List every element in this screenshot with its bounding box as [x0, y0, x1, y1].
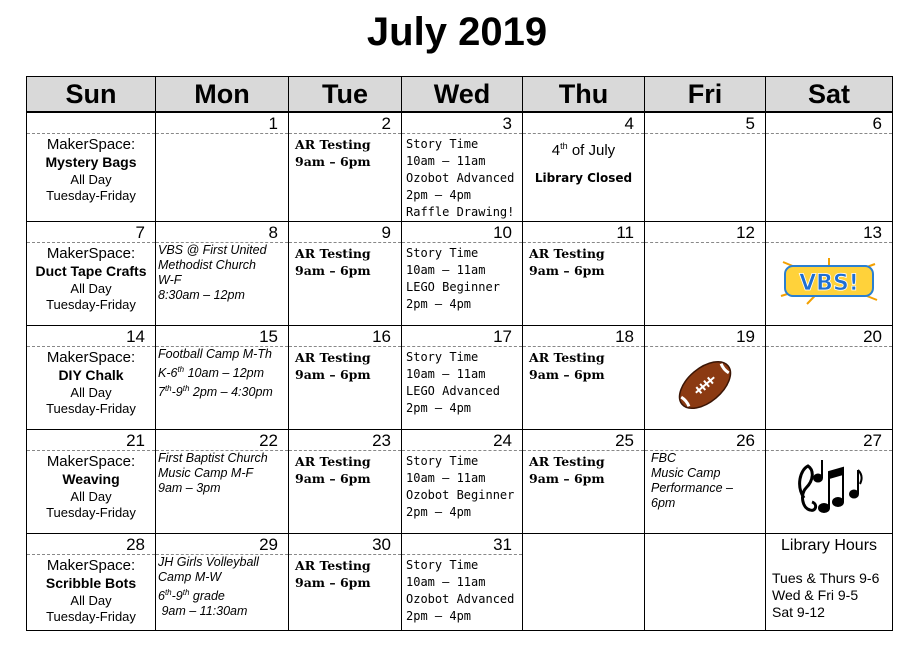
- event-time: 10am – 11am: [406, 471, 486, 485]
- day-cell: [402, 430, 523, 534]
- date-number: 15: [156, 326, 288, 347]
- date-number: 11: [523, 222, 644, 243]
- date-number: [27, 113, 155, 134]
- day-cell: [402, 326, 523, 430]
- date-number: 26: [645, 430, 765, 451]
- football-icon: [645, 355, 765, 415]
- day-cell: [289, 534, 402, 631]
- event-note: Raffle Drawing!: [406, 205, 515, 219]
- day-cell: [645, 430, 766, 534]
- event-title: AR Testing: [295, 137, 371, 152]
- event-line: 9am – 11:30am: [158, 604, 248, 619]
- date-number: 27: [766, 430, 892, 451]
- event-time: 9am – 6pm: [295, 263, 371, 278]
- weekday-thu: Thu: [523, 77, 645, 113]
- event-line: Music Camp M-F: [158, 466, 254, 480]
- weekday-mon: Mon: [156, 77, 289, 113]
- event-time: 10am – 11am: [406, 575, 486, 589]
- day-cell: [156, 222, 289, 326]
- day-cell: [766, 222, 893, 326]
- event-time: 10am – 11am: [406, 154, 486, 168]
- weekday-sat: Sat: [766, 77, 893, 113]
- week-row-2: [27, 222, 893, 326]
- day-cell: [27, 112, 156, 222]
- day-cell: [402, 222, 523, 326]
- makerspace-days: Tuesday-Friday: [46, 297, 136, 312]
- day-cell: [523, 112, 645, 222]
- day-cell: [523, 326, 645, 430]
- makerspace-label: MakerSpace:: [46, 245, 136, 262]
- day-cell: [27, 534, 156, 631]
- makerspace-title: Scribble Bots: [45, 575, 137, 591]
- date-number: 3: [402, 113, 522, 134]
- day-cell: [289, 326, 402, 430]
- date-number: 1: [156, 113, 288, 134]
- day-cell: [156, 430, 289, 534]
- makerspace-days: Tuesday-Friday: [46, 505, 136, 520]
- event-line: 8:30am – 12pm: [158, 288, 245, 302]
- event-title: AR Testing: [295, 558, 371, 573]
- date-number: 13: [766, 222, 892, 243]
- event-line: First Baptist Church: [158, 451, 268, 465]
- page-title: July 2019: [366, 10, 548, 54]
- event-time: 2pm – 4pm: [406, 609, 472, 623]
- date-number: 22: [156, 430, 288, 451]
- day-cell: [27, 222, 156, 326]
- event-title: AR Testing: [295, 350, 371, 365]
- event-title: Story Time: [406, 246, 479, 260]
- event-time: 10am – 11am: [406, 367, 486, 381]
- date-number: 16: [289, 326, 401, 347]
- makerspace-title: Mystery Bags: [45, 154, 137, 170]
- event-line: FBC: [651, 451, 676, 465]
- week-row-5: [27, 534, 893, 631]
- day-cell: [27, 326, 156, 430]
- calendar-grid: [26, 76, 893, 631]
- makerspace-all-day: All Day: [70, 172, 112, 187]
- day-cell: [523, 534, 645, 631]
- day-cell: [645, 222, 766, 326]
- event-time: 9am – 6pm: [295, 575, 371, 590]
- week-row-4: [27, 430, 893, 534]
- event-time: 9am – 6pm: [295, 154, 371, 169]
- event-title: Story Time: [406, 454, 479, 468]
- event-title: AR Testing: [295, 454, 371, 469]
- event-line: 9am – 3pm: [158, 481, 221, 495]
- day-cell: [289, 222, 402, 326]
- makerspace-title: Weaving: [62, 471, 120, 487]
- day-cell: [523, 430, 645, 534]
- event-line: JH Girls Volleyball: [158, 555, 259, 569]
- event-title: Story Time: [406, 137, 479, 151]
- date-number: 28: [27, 534, 155, 555]
- day-cell: [645, 112, 766, 222]
- date-number: 12: [645, 222, 765, 243]
- week-row-3: [27, 326, 893, 430]
- library-hours-title: Library Hours: [780, 537, 878, 554]
- day-cell: [156, 534, 289, 631]
- date-number: 6: [766, 113, 892, 134]
- date-number: 20: [766, 326, 892, 347]
- makerspace-label: MakerSpace:: [46, 136, 136, 153]
- makerspace-days: Tuesday-Friday: [46, 609, 136, 624]
- day-cell: [156, 326, 289, 430]
- makerspace-label: MakerSpace:: [46, 557, 136, 574]
- event-time: 2pm – 4pm: [406, 188, 472, 202]
- date-number: 19: [645, 326, 765, 347]
- day-cell: [156, 112, 289, 222]
- event-line: Methodist Church: [158, 258, 256, 272]
- day-cell: [27, 430, 156, 534]
- event-line: 6pm: [651, 496, 676, 510]
- hours-line: Tues & Thurs 9-6: [772, 570, 880, 586]
- event-title: AR Testing: [529, 454, 605, 469]
- weekday-fri: Fri: [645, 77, 766, 113]
- closed-notice: Library Closed: [534, 171, 633, 185]
- makerspace-all-day: All Day: [70, 489, 112, 504]
- event-time: 2pm – 4pm: [406, 505, 472, 519]
- event-title: Ozobot Beginner: [406, 488, 515, 502]
- date-number: 14: [27, 326, 155, 347]
- makerspace-all-day: All Day: [70, 593, 112, 608]
- day-cell: [645, 326, 766, 430]
- date-number: 21: [27, 430, 155, 451]
- date-number: 7: [27, 222, 155, 243]
- event-time: 9am – 6pm: [529, 471, 605, 486]
- date-number: 31: [402, 534, 522, 555]
- day-cell: [523, 222, 645, 326]
- day-cell: [766, 326, 893, 430]
- event-line: Performance –: [651, 481, 733, 495]
- day-cell: [766, 430, 893, 534]
- makerspace-label: MakerSpace:: [46, 453, 136, 470]
- event-title: LEGO Beginner: [406, 280, 500, 294]
- event-time: 2pm – 4pm: [406, 297, 472, 311]
- event-time: 9am – 6pm: [529, 263, 605, 278]
- date-number: 25: [523, 430, 644, 451]
- day-cell: [645, 534, 766, 631]
- date-number: 5: [645, 113, 765, 134]
- makerspace-days: Tuesday-Friday: [46, 401, 136, 416]
- date-number: 18: [523, 326, 644, 347]
- weekday-tue: Tue: [289, 77, 402, 113]
- day-cell: [402, 534, 523, 631]
- vbs-logo-icon: [766, 251, 892, 311]
- date-number: 17: [402, 326, 522, 347]
- event-line: VBS @ First United: [158, 243, 267, 257]
- event-time: 10am – 11am: [406, 263, 486, 277]
- weekday-wed: Wed: [402, 77, 523, 113]
- event-line: Camp M-W: [158, 570, 222, 584]
- event-line: Music Camp: [651, 466, 721, 480]
- event-line: Football Camp M-Th: [158, 347, 272, 361]
- day-cell: [766, 112, 893, 222]
- event-title: LEGO Advanced: [406, 384, 500, 398]
- date-number: 2: [289, 113, 401, 134]
- event-line: K-6th 10am – 12pm: [158, 365, 265, 381]
- hours-line: Sat 9-12: [772, 604, 825, 620]
- date-number: 8: [156, 222, 288, 243]
- music-notes-icon: [766, 459, 892, 519]
- day-cell: [289, 430, 402, 534]
- library-hours-cell: [766, 534, 893, 631]
- date-number: 29: [156, 534, 288, 555]
- makerspace-title: DIY Chalk: [58, 367, 124, 383]
- event-title: AR Testing: [529, 350, 605, 365]
- date-number: 4: [523, 113, 644, 134]
- event-time: 9am – 6pm: [295, 367, 371, 382]
- event-title: Story Time: [406, 558, 479, 572]
- makerspace-days: Tuesday-Friday: [46, 188, 136, 203]
- makerspace-label: MakerSpace:: [46, 349, 136, 366]
- makerspace-all-day: All Day: [70, 385, 112, 400]
- day-cell: [289, 112, 402, 222]
- event-line: 7th-9th 2pm – 4:30pm: [158, 384, 273, 400]
- weekday-sun: Sun: [27, 77, 156, 113]
- event-title: Story Time: [406, 350, 479, 364]
- date-number: 30: [289, 534, 401, 555]
- vbs-badge-text: VBS!: [799, 271, 859, 296]
- event-title: Ozobot Advanced: [406, 592, 515, 606]
- date-number: 24: [402, 430, 522, 451]
- event-time: 2pm – 4pm: [406, 401, 472, 415]
- weekday-header-row: [27, 77, 893, 113]
- date-number: 9: [289, 222, 401, 243]
- makerspace-all-day: All Day: [70, 281, 112, 296]
- event-line: 6th-9th grade: [158, 588, 225, 604]
- date-number: 23: [289, 430, 401, 451]
- event-time: 9am – 6pm: [529, 367, 605, 382]
- event-title: Ozobot Advanced: [406, 171, 515, 185]
- event-time: 9am – 6pm: [295, 471, 371, 486]
- holiday-title: 4th of July: [551, 141, 616, 159]
- event-title: AR Testing: [295, 246, 371, 261]
- date-number: 10: [402, 222, 522, 243]
- event-line: W-F: [158, 273, 182, 287]
- week-row-1: [27, 112, 893, 222]
- event-title: AR Testing: [529, 246, 605, 261]
- day-cell: [402, 112, 523, 222]
- makerspace-title: Duct Tape Crafts: [35, 263, 147, 279]
- hours-line: Wed & Fri 9-5: [772, 587, 859, 603]
